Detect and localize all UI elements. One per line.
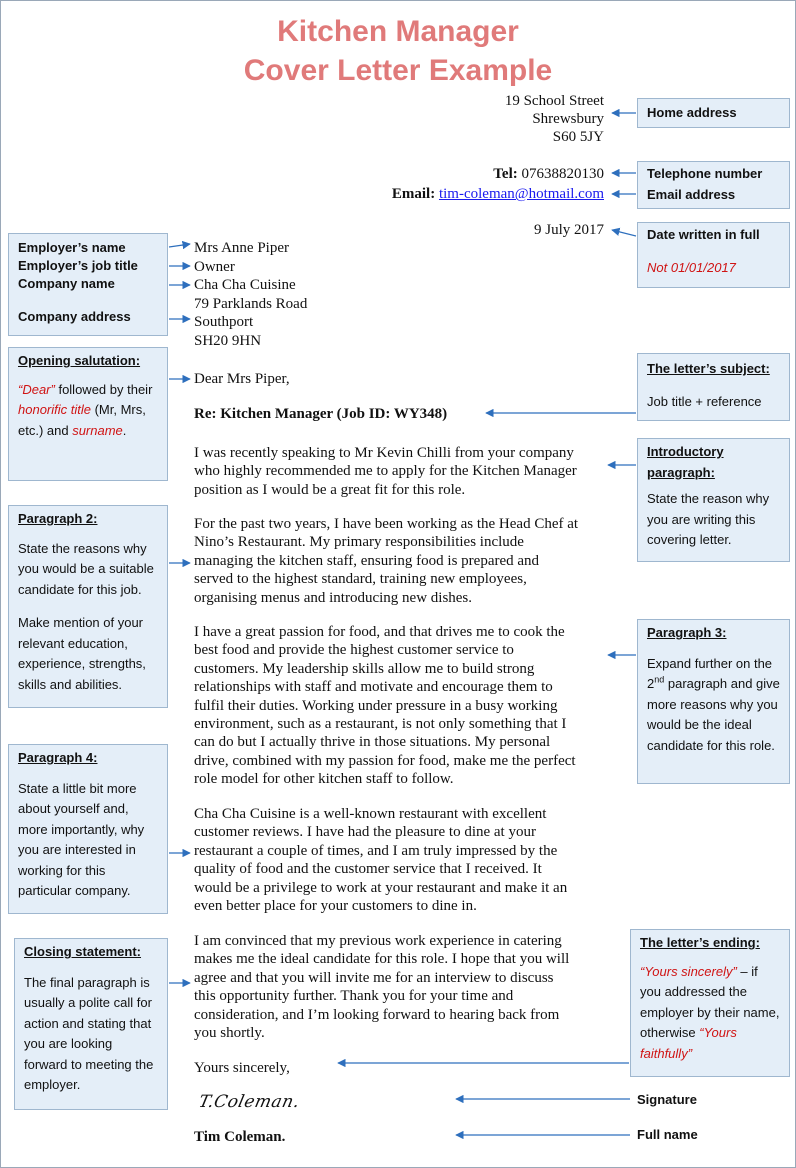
salutation: Dear Mrs Piper, [194,371,290,387]
note-closing-body: The final paragraph is usually a polite call for action and stating that you are looking forward to meeting the employer. [24,974,154,1092]
tel-value: 07638820130 [521,166,604,182]
letter-date: 9 July 2017 [533,222,604,238]
note-p2-title: Paragraph 2: [18,511,98,526]
recipient-job-title: Owner [194,258,235,275]
title-line-2: Cover Letter Example [243,54,553,87]
note-intro-body: State the reason why you are writing this covering letter. [647,491,770,547]
note-employer-job-title: Employer’s job title [18,258,138,273]
p3-line: fulfil their duties. Working under pressure in a busy working [194,697,558,714]
note-p3-title: Paragraph 3: [647,625,727,640]
p5-line: consideration, and I’m looking forward to hearing back from [194,1006,560,1023]
note-closing-title: Closing statement: [24,944,142,959]
p2-line: managing the kitchen staff, ensuring food is prepared and [194,552,540,569]
p5-line: agree and that you will invite me for an interview to discuss [194,969,554,986]
note-p2-body-2: Make mention of your relevant education, experience, strengths, skills and abilities. [18,615,146,692]
note-salutation-title: Opening salutation: [18,353,141,368]
note-ending-body: “Yours sincerely” – if you addressed the employer by their name, otherwise “Yours faithfully” [640,963,780,1061]
signature: T.Coleman. [196,1092,302,1112]
note-date-title: Date written in full [647,227,760,242]
sender-city: Shrewsbury [532,111,604,127]
note-date-example: Not 01/01/2017 [647,259,736,275]
note-company-name: Company name [18,276,115,291]
p2-line: For the past two years, I have been working as the Head Chef at [194,516,579,532]
note-intro-title: Introductory paragraph: [647,444,724,480]
p1-line: position as I would be a great fit for this role. [194,481,466,498]
note-ending-title: The letter’s ending: [640,935,760,950]
p3-line: drive, combined with my passion for food, make me the perfect [194,752,576,769]
p4-line: even better place for your customers to dine in. [194,898,477,915]
note-subject-title: The letter’s subject: [647,361,770,376]
recipient-address-1: 79 Parklands Road [194,295,308,312]
arrow-employer-name [169,244,190,247]
title-line-1: Kitchen Manager [277,15,519,48]
note-company-address: Company address [18,309,131,324]
p4-line: restaurant a couple of times, and I am truly impressed by the [194,842,558,859]
p3-line: relationships with staff and motivate and encourage them to [194,679,553,696]
note-home-address-label: Home address [647,105,737,120]
note-p2-body-1: State the reasons why you would be a suitable candidate for this job. [18,540,154,597]
email-link[interactable]: tim-coleman@hotmail.com [438,186,604,202]
p4-line: quality of food and the customer service that I received. It [194,861,542,878]
note-subject-body: Job title + reference [647,393,762,409]
sender-street: 19 School Street [504,93,604,109]
recipient-company: Cha Cha Cuisine [194,277,296,293]
subject-line: Re: Kitchen Manager (Job ID: WY348) [194,406,448,422]
p1-line: who highly recommended me to apply for the Kitchen Manager [194,463,577,480]
p1-line: I was recently speaking to Mr Kevin Chilli from your company [194,445,574,461]
p3-line: customers. My leadership skills allow me to build strong [194,660,535,677]
p2-line: organising menus and introducing new dishes. [194,589,473,606]
p5-line: this opportunity further. Thank you for your time and [194,988,514,1005]
p3-line: role model for other kitchen staff to follow. [194,771,454,788]
note-salutation-body: “Dear” followed by their honorific title (Mr, Mrs, etc.) and surname. [18,381,153,438]
email-label: Email: [391,186,436,202]
note-email-label: Email address [647,186,736,202]
arrow-date [612,230,636,236]
note-signature-label: Signature [637,1092,697,1107]
note-full-name-label: Full name [637,1127,698,1142]
p3-line: environment, such as a restaurant, is not only something that I [194,716,567,733]
full-name: Tim Coleman. [194,1129,286,1145]
p2-line: served to the highest standard, training new employees, [194,571,527,588]
p5-line: makes me the ideal candidate for this role. I hope that you will [194,951,570,968]
p4-line: would be a privilege to work at your restaurant and make it an [194,879,568,896]
recipient-address-2: Southport [194,314,254,330]
p3-line: I have a great passion for food, and that drives me to cook the [194,624,565,640]
note-p3-body: Expand further on the 2nd paragraph and give more reasons why you would be the ideal candidate for this role. [647,655,780,753]
note-employer-name: Employer’s name [18,240,126,255]
recipient-postcode: SH20 9HN [194,332,262,349]
note-p4-body: State a little bit more about yourself and, more importantly, why you are interested in working for this particular company. [18,780,145,898]
p3-line: best food and provide the highest customer service to [194,642,514,659]
p4-line: Cha Cha Cuisine is a well-known restaurant with excellent [194,806,547,822]
note-p4-title: Paragraph 4: [18,750,98,765]
recipient-name: Mrs Anne Piper [194,240,289,256]
p4-line: customer reviews. I have had the pleasure to dine at your [194,824,536,841]
p2-line: Nino’s Restaurant. My primary responsibilities include [194,534,524,551]
p5-line: you shortly. [194,1025,265,1042]
note-telephone-label: Telephone number [647,166,763,181]
sender-postcode: S60 5JY [552,129,604,145]
closing: Yours sincerely, [194,1060,290,1076]
p5-line: I am convinced that my previous work experience in catering [194,933,562,949]
p3-line: can do but I actually thrive in those situations. My personal [194,734,551,751]
tel-label: Tel: [493,166,518,182]
